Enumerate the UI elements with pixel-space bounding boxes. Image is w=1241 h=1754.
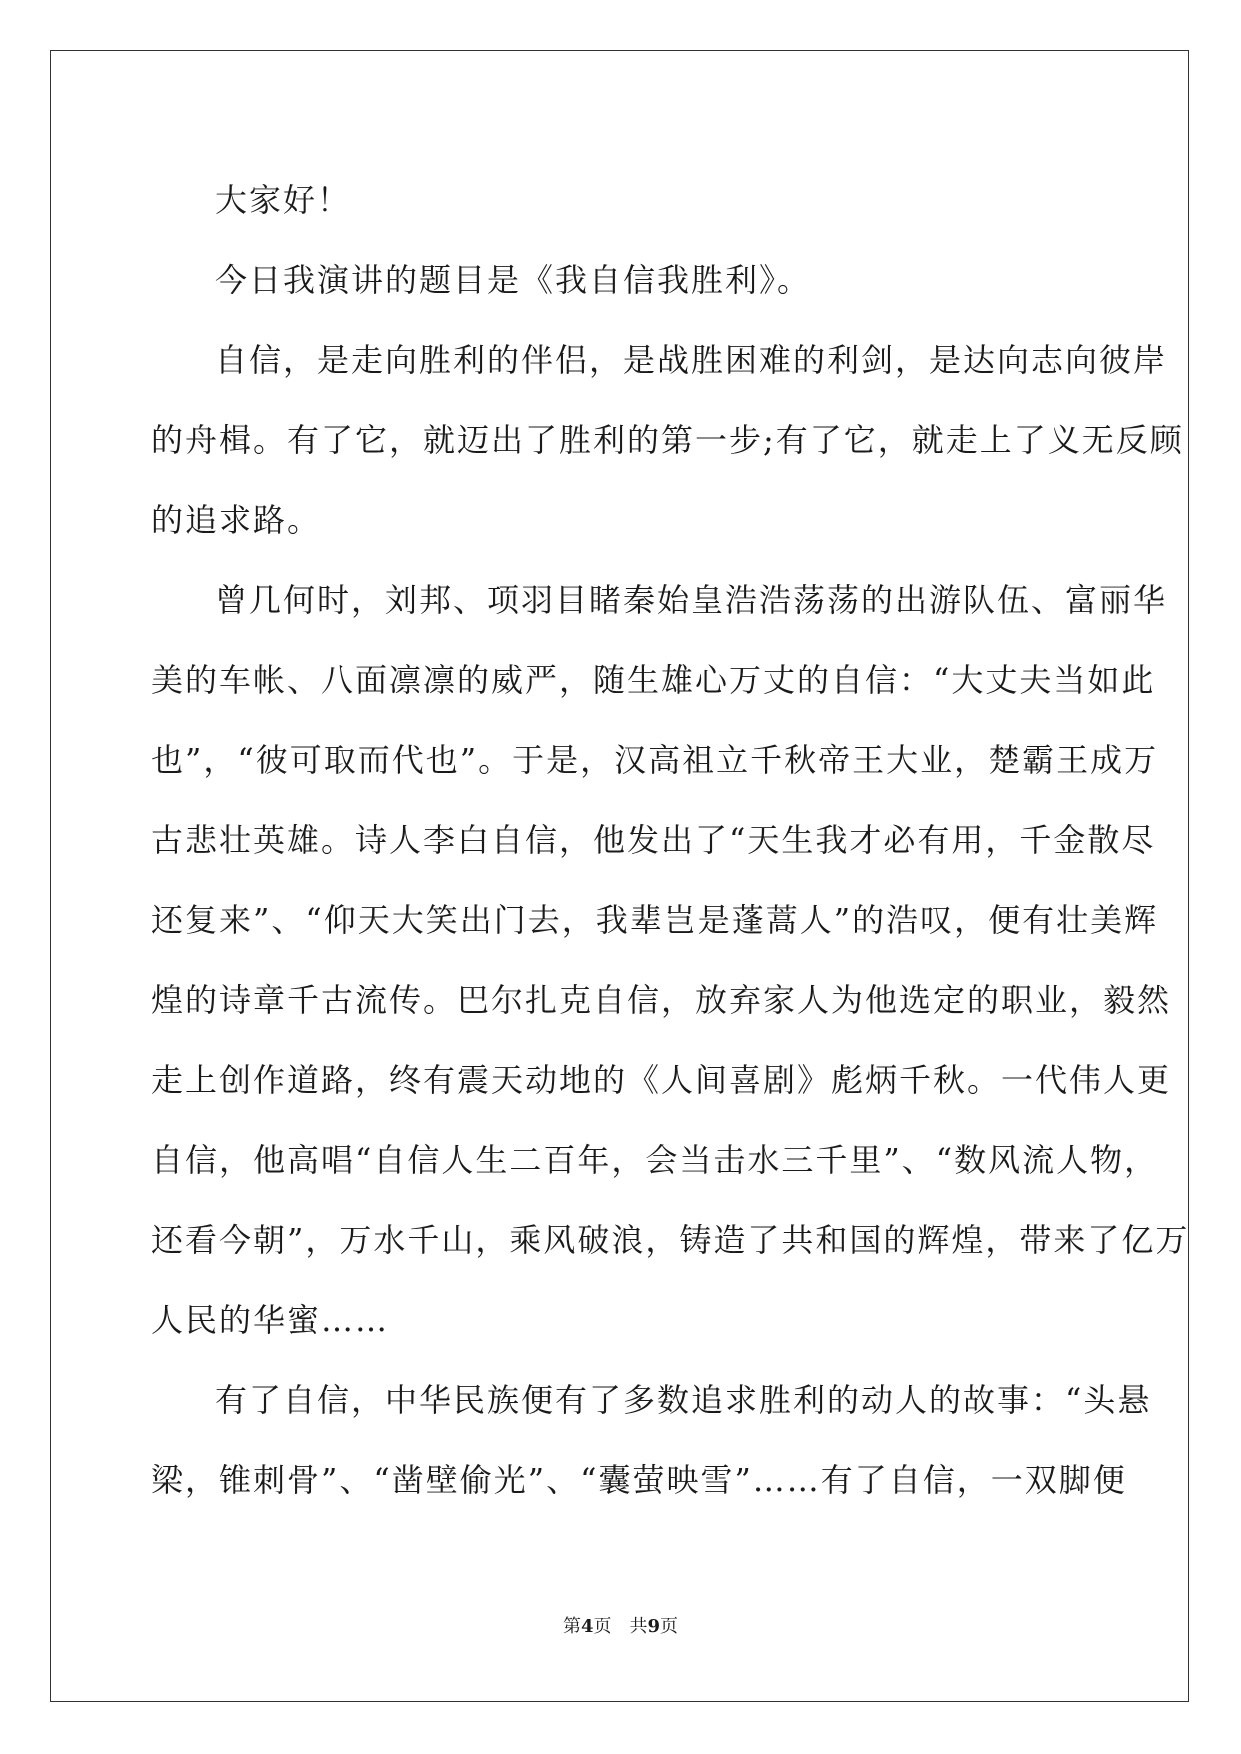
- text-line: 的舟楫。有了它，就迈出了胜利的第一步;有了它，就走上了义无反顾: [151, 421, 1184, 459]
- page-footer: [0, 1612, 1241, 1638]
- total-pages: 共9页: [629, 1616, 679, 1637]
- text-line: 煌的诗章千古流传。巴尔扎克自信，放弃家人为他选定的职业，毅然: [151, 981, 1172, 1019]
- document-body: [151, 160, 1190, 1520]
- page-number: 第4页: [562, 1616, 612, 1637]
- text-line: 自信，是走向胜利的伴侣，是战胜困难的利剑，是达向志向彼岸: [215, 341, 1168, 379]
- text-line: 还看今朝”，万水千山，乘风破浪，铸造了共和国的辉煌，带来了亿万: [151, 1221, 1190, 1259]
- text-line: 还复来”、“仰天大笑出门去，我辈岂是蓬蒿人”的浩叹，便有壮美辉: [151, 901, 1159, 939]
- text-line: 大家好！: [215, 181, 352, 219]
- text-line: 人民的华蜜……: [151, 1301, 390, 1339]
- text-line: 的追求路。: [151, 501, 322, 539]
- text-line: 古悲壮英雄。诗人李白自信，他发出了“天生我才必有用，千金散尽: [151, 821, 1156, 859]
- text-line: 曾几何时，刘邦、项羽目睹秦始皇浩浩荡荡的出游队伍、富丽华: [215, 581, 1168, 619]
- text-line: 自信，他高唱“自信人生二百年，会当击水三千里”、“数风流人物，: [151, 1141, 1159, 1179]
- text-line: 也”，“彼可取而代也”。于是，汉高祖立千秋帝王大业，楚霸王成万: [151, 741, 1159, 779]
- text-line: 走上创作道路，终有震天动地的《人间喜剧》彪炳千秋。一代伟人更: [151, 1061, 1172, 1099]
- text-line: 美的车帐、八面凛凛的威严，随生雄心万丈的自信：“大丈夫当如此: [151, 661, 1156, 699]
- text-line: 今日我演讲的题目是《我自信我胜利》。: [215, 261, 812, 299]
- text-line: 有了自信，中华民族便有了多数追求胜利的动人的故事：“头悬: [215, 1381, 1152, 1419]
- text-line: 梁，锥刺骨”、“凿壁偷光”、“囊萤映雪”……有了自信，一双脚便: [151, 1461, 1127, 1499]
